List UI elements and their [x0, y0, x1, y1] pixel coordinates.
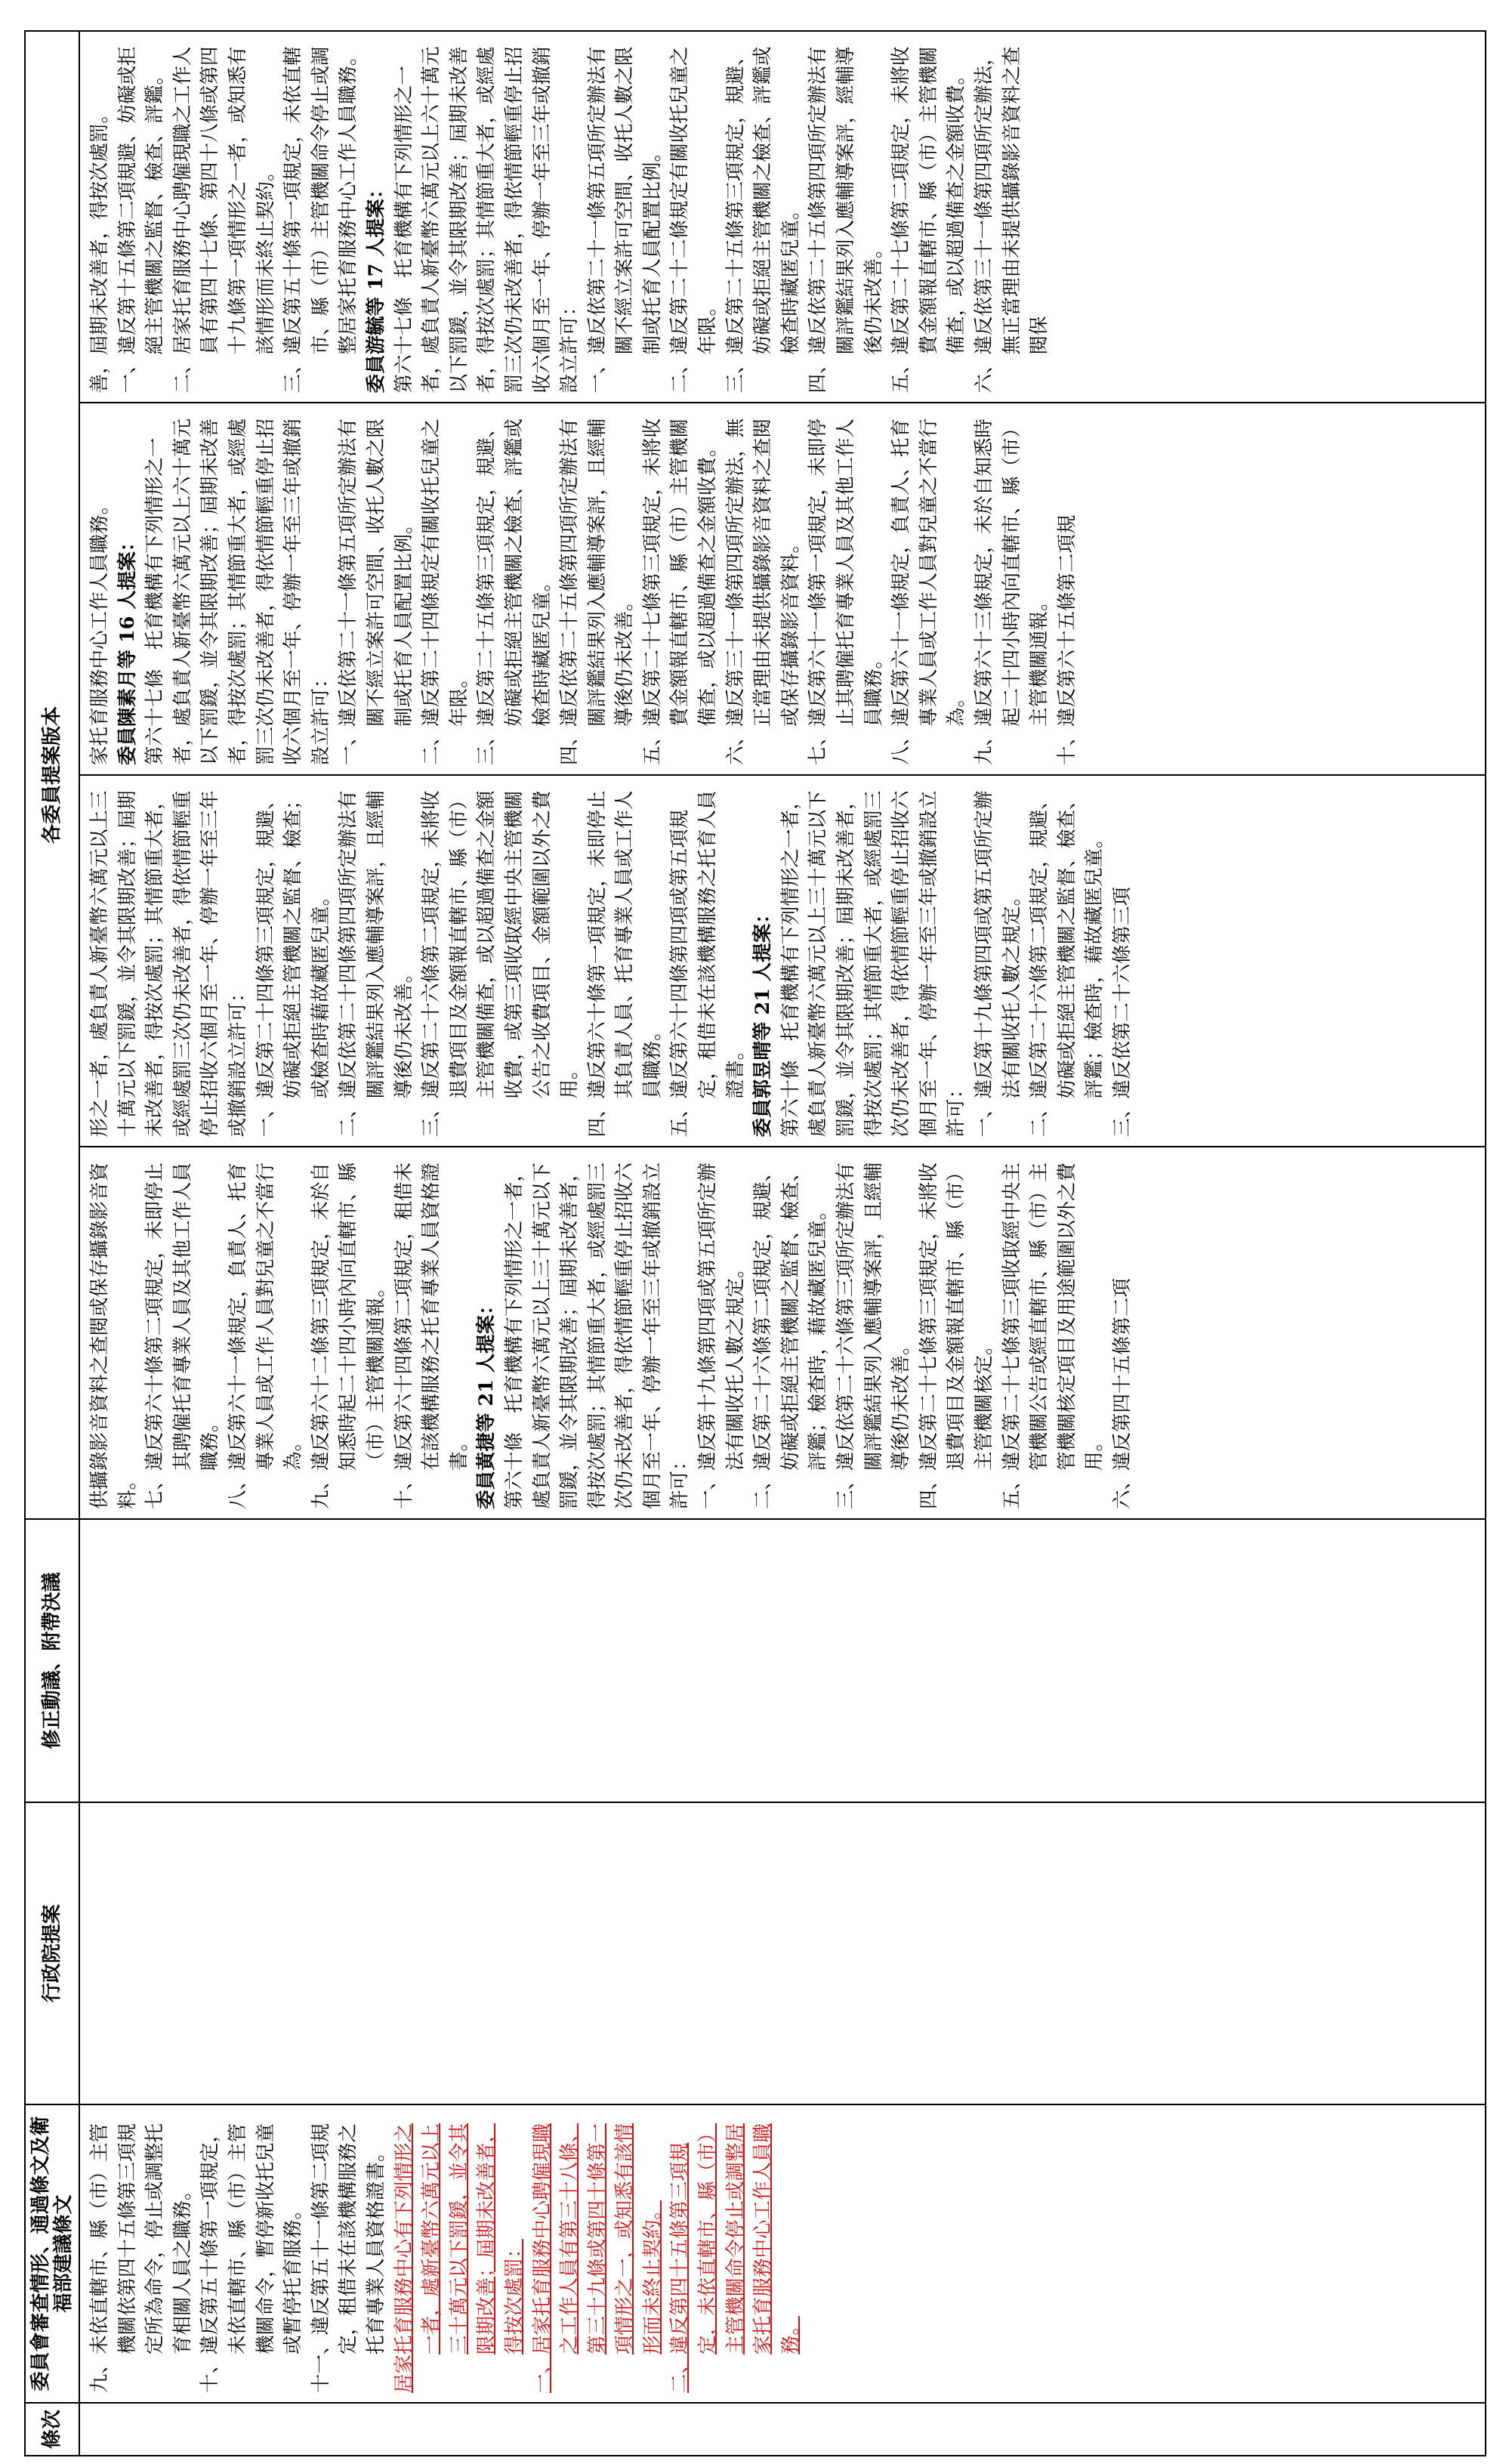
member-proposals-cell: [79, 31, 1486, 1519]
proposal-paragraph: 二、違反第二十六條第二項規定，規避、妨礙或拒絕主管機關之監督、檢查、評鑑；檢查時，藉故藏匿兒童。: [1028, 790, 1106, 1138]
proposal-paragraph: 四、違反第六十條第一項規定，未即停止其負責人員、托育專業人員或工作人員職務。: [585, 790, 664, 1138]
amendment-cell: [79, 1519, 1486, 1802]
proposal-paragraph: 一、違反第十五條第二項規避、妨礙或拒絕主管機關之監督、檢查、評鑑。: [116, 46, 167, 394]
proposal-paragraph: 九、違反第六十三條規定，未於自知悉時起二十四小時內向直轄市、縣（市）主管機關通報。: [973, 418, 1051, 765]
proposal-paragraph: 三、違反第五十條第一項規定，未依直轄市、縣（市）主管機關命令停止或調整居家托育服務中心工作人員職務。: [282, 46, 360, 394]
proposal-paragraph: 二、居家托育服務中心聘僱現職之工作人員有第四十七條、第四十八條或第四十九條第一項情形之一者，或知悉有該情形而未終止契約。: [171, 46, 277, 394]
proposal-paragraph: 第六十條 托育機構有下列情形之一者，處負責人新臺幣六萬元以上三十萬元以下罰鍰，並令其限期改善；屆期未改善者，得按次處罰；其情節重大者，或經處罰三次仍未改善者，得依情節輕重停止招收六個月至一年、停辦一年至三年或撤銷設立許可：: [502, 1162, 692, 1509]
proposal-paragraph: 十、違反第六十四條第二項規定，租借未在該機構服務之托育專業人員資格證書。: [392, 1162, 471, 1509]
proposal-paragraph: 六、違反第三十一條第四項所定辦法，無正當理由未提供攝錄影音資料之查閱或保存攝錄影音資料。: [724, 418, 802, 765]
proposal-paragraph: 八、違反第六十一條規定，負責人、托育專業人員或工作人員對兒童之不當行為。: [890, 418, 968, 765]
proposal-paragraph: 第六十七條 托育機構有下列情形之一者，處負責人新臺幣六萬元以上六十萬元以下罰鍰，並令其限期改善；屆期未改善者，得按次處罰；其情節重大者，或經處罰三次仍未改善者，得依情節輕重停止招收六個月至一年、停辦一年至三年或撤銷設立許可：: [143, 418, 332, 765]
committee-paragraph: 十、違反第五十條第一項規定，未依直轄市、縣（市）主管機關命令，暫停新收托兒童或暫停托育服務。: [199, 2123, 305, 2393]
proposal-paragraph: 一、違反依第二十一條第五項所定辦法有關不經立案許可空間、收托人數之限制或托育人員配置比例。: [585, 46, 664, 394]
proposal-paragraph: 七、違反第六十條第二項規定，未即停止其聘僱托育專業人員及其他工作人員職務。: [143, 1162, 222, 1509]
proposal-paragraph: 五、違反第六十四條第四項或第五項規定，租借未在該機構服務之托育人員證書。: [668, 790, 747, 1138]
proposal-paragraph: 一、違反第二十四條第三項規定，規避、妨礙或拒絕主管機關之監督、檢查；或檢查時藉故藏匿兒童。: [254, 790, 332, 1138]
member-proposals-column-1: [80, 1147, 1485, 1519]
proposal-heading: 委員郭昱晴等 21 人提案：: [751, 904, 775, 1138]
proposal-paragraph: 三、違反第二十六條第二項規定，未將收退費項目及金額報直轄市、縣（市）主管機關備查，或以超過備查之金額收費，或第三項收取經中央主管機關公告之收費項目、金額範圍以外之費用。: [420, 790, 582, 1138]
committee-paragraph: 十一、違反第五十一條第二項規定，租借未在該機構服務之托育專業人員資格證書。: [309, 2123, 387, 2393]
proposal-paragraph: 八、違反第六十一條規定，負責人、托育專業人員或工作人員對兒童之不當行為。: [226, 1162, 305, 1509]
proposal-paragraph: 十、違反第六十五條第二項規: [1055, 514, 1079, 765]
proposal-paragraph: 二、違反依第二十四條第四項所定辦法有關評鑑結果列入應輔導案評，且經輔導後仍未改善。: [337, 790, 415, 1138]
member-proposals-column-3: [80, 403, 1485, 775]
header-row: [25, 31, 79, 2456]
committee-paragraph: 二、違反第四十五條第三項規定，未依直轄市、縣（市）主管機關命令停止或調整居家托育服務中心工作人員職務。: [668, 2123, 802, 2393]
proposal-paragraph: 三、違反第二十五條第三項規定，規避、妨礙或拒絕主管機關之檢查、評鑑或檢查時藏匿兒童。: [475, 418, 554, 765]
content-row: [79, 31, 1486, 2456]
proposal-paragraph: 三、違反依第二十六條第三項: [1110, 886, 1134, 1138]
proposal-paragraph: 三、違反第二十五條第三項規定，規避、妨礙或拒絕主管機關之檢查、評鑑或檢查時藏匿兒童。: [724, 46, 802, 394]
proposal-paragraph: 一、違反第十九條第四項或第五項所定辦法有關收托人數之規定。: [973, 790, 1023, 1138]
proposal-paragraph: 九、違反第六十二條第三項規定，未於自知悉時起二十四小時內向直轄市、縣（市）主管機關通報。: [309, 1162, 387, 1509]
proposal-paragraph: 二、違反第二十四條規定有關收托兒童之年限。: [420, 418, 471, 765]
proposal-paragraph: 四、違反依第二十五條第四項所定辦法有關評鑑結果列入應輔導案評，且經輔導後仍未改善。: [558, 418, 637, 765]
committee-paragraph: 一、居家托育服務中心聘僱現職之工作人員有第三十八條、第三十九條或第四十條第一項情形之一，或知悉有該情形而未終止契約。: [530, 2123, 664, 2393]
member-proposals-column-2: [80, 774, 1485, 1147]
proposal-paragraph: 四、違反第二十七條第三項規定，未將收退費項目及金額報直轄市、縣（市）主管機關核定。: [917, 1162, 995, 1509]
proposal-paragraph: 四、違反依第二十五條第四項所定辦法有關評鑑結果列入應輔導案評，經輔導後仍未改善。: [807, 46, 885, 394]
header-committee: 委員會審查情形、通過條文及衛福部建議條文: [25, 2104, 79, 2403]
committee-paragraph: 居家托育服務中心有下列情形之一者，處新臺幣六萬元以上三十萬元以下罰鍰，並令其限期改善；屆期未改善者，得按次處罰：: [392, 2123, 526, 2393]
header-member-proposals: 各委員提案版本: [25, 31, 79, 1519]
proposal-heading: 委員黃捷等 21 人提案：: [475, 1295, 498, 1509]
proposal-paragraph: 六、違反依第三十一條第四項所定辦法，無正當理由未提供攝錄影音資料之查閱保: [973, 46, 1051, 394]
proposal-paragraph: 第六十條 托育機構有下列情形之一者，處負責人新臺幣六萬元以上三十萬元以下罰鍰，並令其限期改善；屆期未改善者，得按次處罰；其情節重大者，或經處罰三次仍未改善者，得依情節輕重停止招收六個月至一年、停辦一年至三年或撤銷設立許可：: [779, 790, 968, 1138]
proposal-paragraph: 一、違反第十九條第四項或第五項所定辦法有關收托人數之規定。: [696, 1162, 747, 1509]
header-article: 條次: [25, 2403, 79, 2456]
proposal-paragraph: 五、違反第二十七條第三項規定，未將收費金額報直轄市、縣（市）主管機關備查，或以超過備查之金額收費。: [640, 418, 720, 765]
proposal-paragraph: 五、違反第二十七條第二項規定，未將收費金額報直轄市、縣（市）主管機關備查，或以超過備查之金額收費。: [890, 46, 968, 394]
proposal-paragraph: 六、違反第四十五條第二項: [1110, 1277, 1134, 1509]
proposal-paragraph: 家托育服務中心工作人員職務。: [88, 495, 111, 765]
proposal-paragraph: 二、違反第二十六條第二項規定，規避、妨礙或拒絕主管機關之監督、檢查、評鑑；檢查時，藉故藏匿兒童。: [751, 1162, 830, 1509]
proposal-paragraph: 形之一者，處負責人新臺幣六萬元以上三十萬元以下罰鍰，並令其限期改善；屆期未改善者，得按次處罰；其情節重大者，或經處罰三次仍未改善者，得依情節輕重停止招收六個月至一年、停辦一年至三年或撤銷設立許可：: [88, 790, 249, 1138]
executive-cell: [79, 1802, 1486, 2104]
proposal-heading: 委員游毓等 17 人提案：: [364, 179, 387, 394]
header-executive: 行政院提案: [25, 1802, 79, 2104]
comparison-table: [24, 30, 1486, 2456]
article-cell: [79, 2403, 1486, 2456]
committee-cell: [79, 2104, 1486, 2403]
proposal-paragraph: 二、違反第二十二條規定有關收托兒童之年限。: [668, 46, 720, 394]
member-proposals-column-4: [80, 32, 1485, 403]
committee-text: [80, 2105, 810, 2402]
proposal-heading: 委員陳素月等 16 人提案：: [116, 532, 139, 765]
proposal-paragraph: 第六十七條 托育機構有下列情形之一者，處負責人新臺幣六萬元以上六十萬元以下罰鍰，並令其限期改善；屆期未改善者，得按次處罰；其情節重大者，或經處罰三次仍未改善者，得依情節輕重停止招收六個月至一年、停辦一年至三年或撤銷設立許可：: [392, 46, 582, 394]
committee-paragraph: 九、未依直轄市、縣（市）主管機關依第四十五條第三項規定所為命令，停止或調整托育相關人員之職務。: [88, 2123, 194, 2393]
proposal-paragraph: 一、違反依第二十一條第五項所定辦法有關不經立案許可空間、收托人數之限制或托育人員配置比例。: [337, 418, 415, 765]
header-amendment: 修正動議、附帶決議: [25, 1519, 79, 1802]
proposal-paragraph: 七、違反第六十一條第一項規定，未即停止其聘僱托育專業人員及其他工作人員職務。: [807, 418, 885, 765]
proposal-paragraph: 供攝錄影音資料之查閱或保存攝錄影音資料。: [88, 1162, 139, 1509]
proposal-paragraph: 三、違反依第二十六條第三項所定辦法有關評鑑結果列入應輔導案評，且經輔導後仍未改善。: [835, 1162, 913, 1509]
proposal-paragraph: 善，屆期未改善者，得按次處罰。: [88, 103, 111, 394]
proposal-paragraph: 五、違反第二十七條第三項收取經中央主管機關公告或經直轄市、縣（市）主管機關核定項目及用途範圍以外之費用。: [1000, 1162, 1106, 1509]
